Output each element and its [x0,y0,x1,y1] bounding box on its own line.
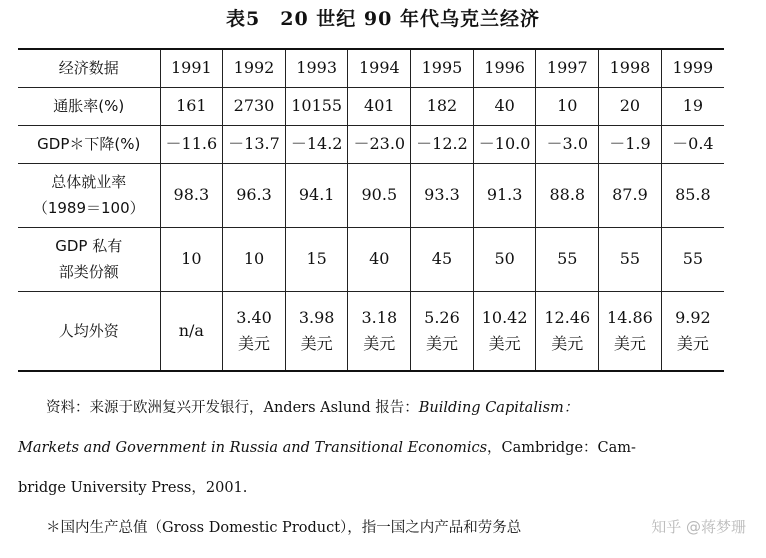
table-cell: 55 [599,227,662,291]
year-cell: 1996 [473,49,536,87]
table-header-row [18,49,724,87]
year-cell: 1993 [285,49,348,87]
table-cell: －12.2 [411,125,474,163]
fdi-unit: 美元 [300,333,333,353]
table-cell: 91.3 [473,163,536,227]
row-label-employment [18,163,160,227]
fdi-value: 3.98 [298,307,335,327]
table-cell: 40 [473,87,536,125]
source-note-line-2 [18,438,748,458]
row-label-line: （1989＝100） [32,199,145,217]
year-cell: 1994 [348,49,411,87]
table-cell: －10.0 [473,125,536,163]
fdi-unit: 美元 [425,333,458,353]
source-title-part-2: Markets and Government in Russia and Transitional Economics [18,440,488,456]
table-cell: 94.1 [285,163,348,227]
header-label-cell: 经济数据 [18,49,160,87]
source-note-line-1 [18,398,766,418]
table-cell: 19 [661,87,724,125]
row-label-line: GDP 私有 [55,237,123,255]
table-cell: 50 [473,227,536,291]
year-cell: 1998 [599,49,662,87]
table-cell [661,291,724,371]
table-cell [536,291,599,371]
footnote: ＊国内生产总值（Gross Domestic Product），指一国之内产品和劳务总 [46,520,522,536]
year-cell: 1999 [661,49,724,87]
table-cell: －0.4 [661,125,724,163]
table-cell: －1.9 [599,125,662,163]
watermark: 知乎 @蒋梦珊 [651,518,746,536]
table-cell [223,291,286,371]
table-cell: 401 [348,87,411,125]
fdi-value: 9.92 [675,307,711,327]
fdi-unit: 美元 [613,333,646,353]
economy-table [18,48,724,372]
table-cell: 93.3 [411,163,474,227]
year-cell: 1991 [160,49,223,87]
fdi-value: 5.26 [424,307,460,327]
table-cell: 182 [411,87,474,125]
row-label-gdp-decline: GDP＊下降(%) [18,125,160,163]
source-title-part-1: Building Capitalism： [418,400,579,416]
table-cell [473,291,536,371]
fdi-unit: 美元 [363,333,396,353]
fdi-value: 10.42 [481,307,528,327]
table-cell: －14.2 [285,125,348,163]
table-cell: 96.3 [223,163,286,227]
year-cell: 1997 [536,49,599,87]
fdi-unit: 美元 [237,333,270,353]
table-cell: 40 [348,227,411,291]
table-row-gdp-decline [18,125,724,163]
row-label-private-share [18,227,160,291]
table-cell: 55 [536,227,599,291]
table-cell: n/a [160,291,223,371]
table-cell: 10 [160,227,223,291]
fdi-unit: 美元 [676,333,709,353]
table-cell: 87.9 [599,163,662,227]
fdi-value: 12.46 [544,307,591,327]
table-cell: 15 [285,227,348,291]
table-title: 表5 20 世纪 90 年代乌克兰经济 [226,8,540,30]
table-row-private-share [18,227,724,291]
table-cell [285,291,348,371]
source-note-line-3: bridge University Press，2001. [18,480,248,496]
table-cell: －3.0 [536,125,599,163]
table-cell [348,291,411,371]
table-cell: 98.3 [160,163,223,227]
fdi-unit: 美元 [488,333,521,353]
row-label-line: 总体就业率 [51,173,127,191]
table-cell [411,291,474,371]
source-line2-suffix: ，Cambridge：Cam- [487,440,636,456]
year-cell: 1992 [223,49,286,87]
fdi-value: 14.86 [607,307,653,327]
table-cell: 20 [599,87,662,125]
table-cell: 55 [661,227,724,291]
table-cell: －13.7 [223,125,286,163]
table-cell: 85.8 [661,163,724,227]
row-label-inflation: 通胀率(%) [18,87,160,125]
table-cell: 88.8 [536,163,599,227]
table-cell [599,291,662,371]
table-row-fdi [18,291,724,371]
table-row-employment [18,163,724,227]
source-prefix: 资料：来源于欧洲复兴开发银行，Anders Aslund 报告： [46,400,419,416]
table-cell: 10 [223,227,286,291]
table-cell: 10155 [285,87,348,125]
table-cell: 90.5 [348,163,411,227]
table-cell: 10 [536,87,599,125]
table-cell: －23.0 [348,125,411,163]
row-label-fdi: 人均外资 [18,291,160,371]
fdi-unit: 美元 [551,333,584,353]
table-cell: 161 [160,87,223,125]
year-cell: 1995 [411,49,474,87]
row-label-line: 部类份额 [58,263,119,281]
table-cell: 2730 [223,87,286,125]
table-cell: 45 [411,227,474,291]
fdi-value: 3.40 [236,307,272,327]
table-cell: －11.6 [160,125,223,163]
table-row-inflation [18,87,724,125]
fdi-value: 3.18 [361,307,398,327]
